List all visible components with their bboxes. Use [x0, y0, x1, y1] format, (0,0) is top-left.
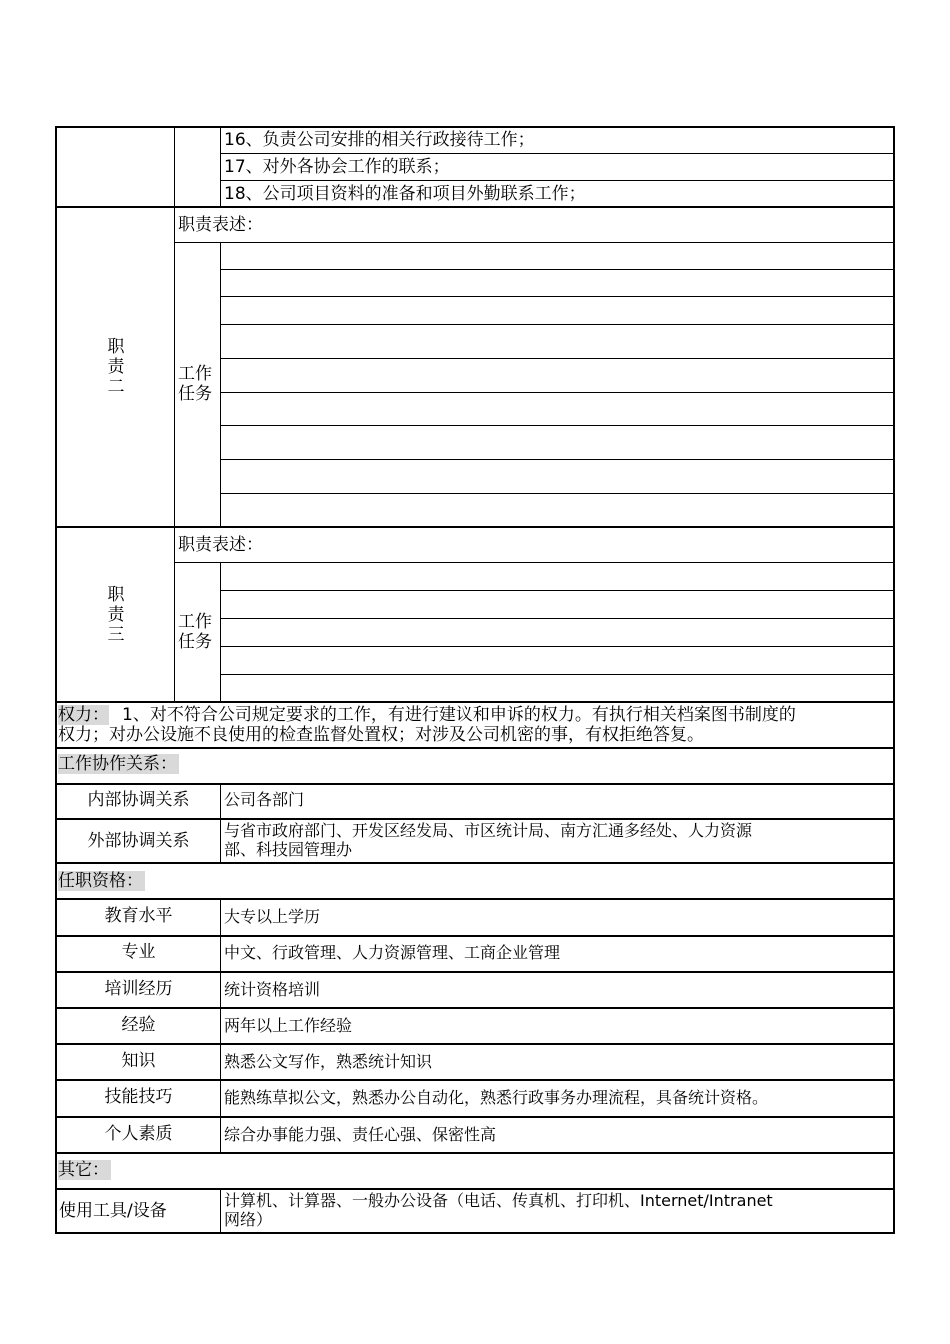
divider — [55, 818, 895, 820]
divider — [55, 526, 895, 528]
internal-coordination-value: 公司各部门 — [224, 790, 305, 809]
task-item: 16、负责公司安排的相关行政接待工作； — [224, 130, 535, 150]
divider — [55, 701, 895, 703]
divider — [55, 862, 895, 864]
divider — [220, 392, 895, 393]
knowledge-value: 熟悉公文写作，熟悉统计知识 — [224, 1052, 433, 1071]
cooperation-header: 工作协作关系： — [58, 754, 177, 774]
divider — [220, 590, 895, 591]
divider — [55, 747, 895, 749]
education-label: 教育水平 — [104, 906, 173, 926]
education-value: 大专以上学历 — [224, 907, 321, 926]
divider — [220, 269, 895, 270]
divider — [55, 1007, 895, 1009]
major-value: 中文、行政管理、人力资源管理、工商企业管理 — [224, 943, 561, 962]
divider — [220, 242, 221, 527]
knowledge-label: 知识 — [121, 1051, 156, 1071]
training-label: 培训经历 — [104, 979, 173, 999]
divider — [220, 296, 895, 297]
divider — [220, 126, 221, 207]
duty2-task-label: 工作任务 — [178, 364, 212, 404]
divider — [220, 562, 221, 702]
power-text-line2: 权力；对办公设施不良使用的检查监督处置权；对涉及公司机密的事，有权拒绝答复。 — [58, 725, 704, 745]
duty3-label: 职责三 — [107, 585, 125, 645]
divider — [174, 562, 895, 563]
divider — [174, 242, 895, 243]
other-header: 其它： — [58, 1160, 109, 1180]
external-coordination-label: 外部协调关系 — [87, 831, 190, 851]
frame-top — [55, 126, 895, 128]
divider — [220, 425, 895, 426]
power-label: 权力： — [58, 705, 109, 725]
frame-bottom — [55, 1232, 895, 1234]
qualifications-header: 任职资格： — [58, 871, 143, 891]
divider — [220, 324, 895, 325]
divider — [55, 898, 895, 900]
divider — [55, 1188, 895, 1190]
divider — [220, 153, 895, 154]
frame-right — [893, 126, 895, 1234]
divider — [220, 1188, 221, 1234]
divider — [55, 971, 895, 973]
divider — [55, 1116, 895, 1118]
external-coordination-value-line2: 部、科技园管理办 — [224, 840, 353, 859]
divider — [55, 1043, 895, 1045]
divider — [55, 935, 895, 937]
external-coordination-value-line1: 与省市政府部门、开发区经发局、市区统计局、南方汇通多经处、人力资源 — [224, 821, 753, 840]
internal-coordination-label: 内部协调关系 — [87, 790, 190, 810]
training-value: 统计资格培训 — [224, 980, 321, 999]
divider — [220, 783, 221, 864]
duty3-task-label: 工作任务 — [178, 612, 212, 652]
tools-label: 使用工具/设备 — [59, 1201, 167, 1221]
divider — [220, 358, 895, 359]
divider — [55, 783, 895, 785]
divider — [220, 493, 895, 494]
power-text-line1: 1、对不符合公司规定要求的工作，有进行建议和申诉的权力。有执行相关档案图书制度的 — [122, 705, 796, 725]
divider — [55, 1079, 895, 1081]
duty2-label: 职责二 — [107, 337, 125, 397]
task-item: 17、对外各协会工作的联系； — [224, 157, 450, 177]
skills-label: 技能技巧 — [104, 1087, 173, 1107]
divider — [220, 459, 895, 460]
tools-value-line2: 网络） — [224, 1210, 273, 1229]
tools-value-line1: 计算机、计算器、一般办公设备（电话、传真机、打印机、Internet/Intranet — [224, 1191, 773, 1210]
major-label: 专业 — [121, 942, 156, 962]
divider — [220, 898, 221, 1153]
divider — [55, 1152, 895, 1154]
divider — [220, 618, 895, 619]
divider — [220, 180, 895, 181]
duty2-desc-label: 职责表述： — [178, 215, 263, 235]
divider — [55, 206, 895, 208]
experience-value: 两年以上工作经验 — [224, 1016, 353, 1035]
divider — [220, 646, 895, 647]
duty3-desc-label: 职责表述： — [178, 535, 263, 555]
experience-label: 经验 — [121, 1015, 156, 1035]
divider — [174, 126, 175, 702]
personal-quality-label: 个人素质 — [104, 1124, 173, 1144]
skills-value: 能熟练草拟公文，熟悉办公自动化，熟悉行政事务办理流程，具备统计资格。 — [224, 1088, 769, 1107]
task-item: 18、公司项目资料的准备和项目外勤联系工作； — [224, 184, 586, 204]
divider — [220, 674, 895, 675]
personal-quality-value: 综合办事能力强、责任心强、保密性高 — [224, 1125, 497, 1144]
